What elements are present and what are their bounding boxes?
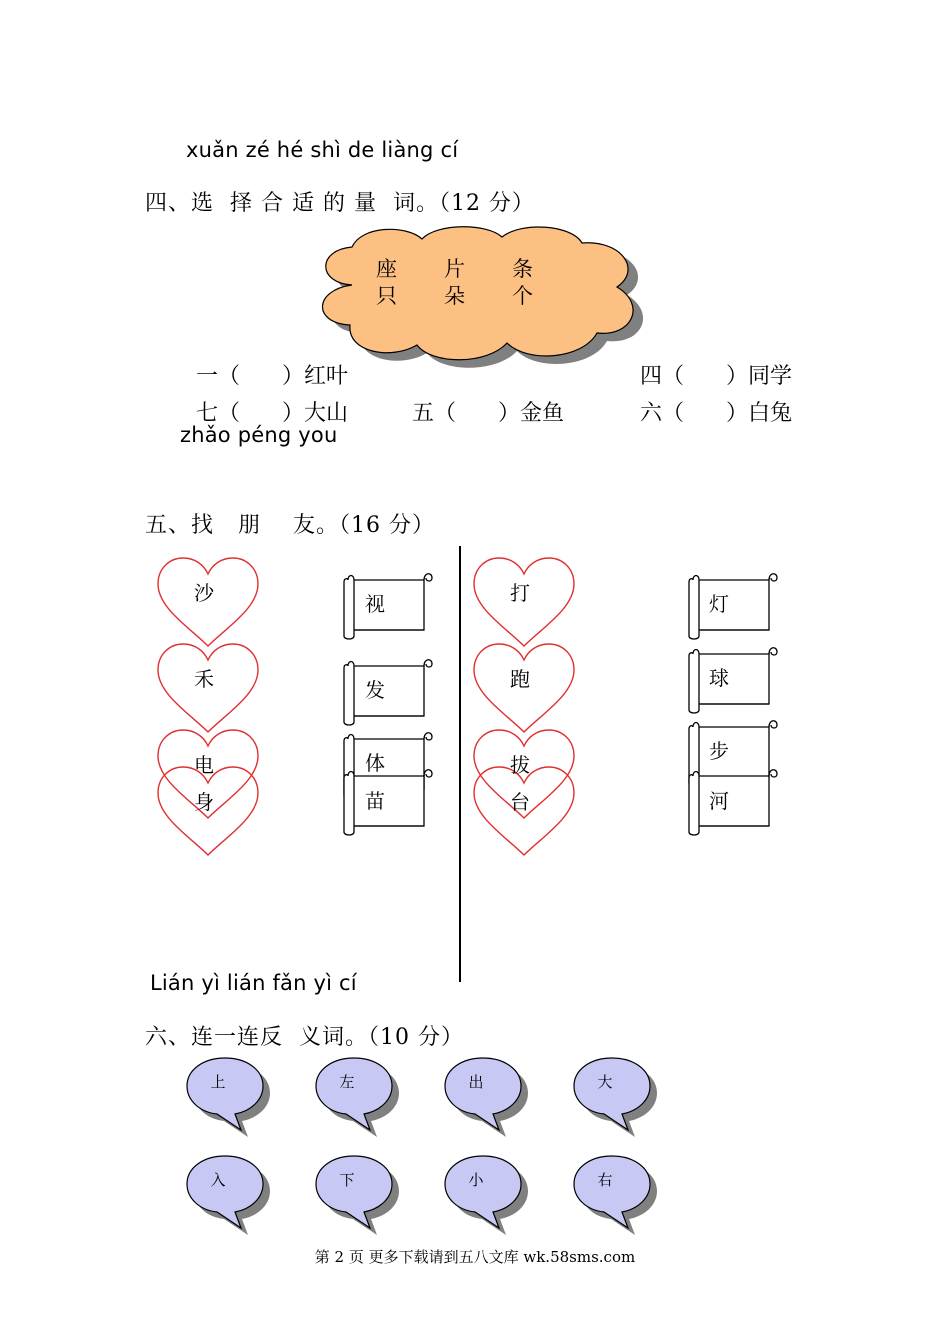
item-1-blank[interactable]: 一（ ） xyxy=(196,364,304,389)
item-5-noun: 白兔 xyxy=(747,401,792,426)
section5-heading: 五、找 朋 友。（16 分） xyxy=(145,513,435,538)
left-scroll-char[interactable]: 苗 xyxy=(365,789,385,813)
left-scroll-char[interactable]: 体 xyxy=(365,751,385,775)
scroll-shape xyxy=(689,574,777,639)
right-scroll-char[interactable]: 灯 xyxy=(709,592,729,616)
word-bank-item: 条 xyxy=(512,257,533,281)
bottom-bubble-char[interactable]: 入 xyxy=(210,1171,226,1189)
word-bank-item: 只 xyxy=(376,284,397,308)
right-heart-char[interactable]: 拔 xyxy=(510,753,530,777)
right-heart-char[interactable]: 打 xyxy=(510,581,530,605)
top-bubble-char[interactable]: 上 xyxy=(210,1073,226,1091)
top-bubble-char[interactable]: 左 xyxy=(339,1073,355,1091)
left-heart-char[interactable]: 禾 xyxy=(194,667,214,691)
left-scroll-char[interactable]: 发 xyxy=(365,678,385,702)
right-scroll-char[interactable]: 球 xyxy=(709,666,729,690)
section4-heading: 四、选 择 合 适 的 量 词。（12 分） xyxy=(145,191,535,216)
scroll-shape xyxy=(344,770,432,835)
left-heart-char[interactable]: 身 xyxy=(194,790,214,814)
word-bank-item: 个 xyxy=(512,284,533,308)
item-4-blank[interactable]: 五（ ） xyxy=(412,401,520,426)
section4-pinyin: xuǎn zé hé shì de liàng cí xyxy=(186,138,459,162)
item-2-blank[interactable]: 四（ ） xyxy=(640,364,748,389)
item-1-noun: 红叶 xyxy=(303,364,348,389)
item-5-blank[interactable]: 六（ ） xyxy=(640,401,748,426)
left-heart-char[interactable]: 沙 xyxy=(194,581,214,605)
right-heart-char[interactable]: 台 xyxy=(510,790,530,814)
left-heart-char[interactable]: 电 xyxy=(194,753,214,777)
bottom-bubble-char[interactable]: 小 xyxy=(468,1171,484,1189)
section6-pinyin: Lián yì lián fǎn yì cí xyxy=(150,971,357,995)
bottom-bubble-char[interactable]: 右 xyxy=(597,1171,613,1189)
item-3-noun: 大山 xyxy=(303,401,348,426)
word-bank-item: 片 xyxy=(444,257,465,281)
bottom-bubble-char[interactable]: 下 xyxy=(339,1171,355,1189)
right-scroll-char[interactable]: 步 xyxy=(709,739,729,763)
top-bubble-char[interactable]: 大 xyxy=(597,1073,613,1091)
top-bubble-char[interactable]: 出 xyxy=(468,1073,484,1091)
item-2-noun: 同学 xyxy=(747,364,792,389)
scroll-shape xyxy=(689,770,777,835)
section6-heading: 六、连一连反 义词。（10 分） xyxy=(145,1025,464,1050)
word-bank-item: 座 xyxy=(376,257,397,281)
scroll-shape xyxy=(344,574,432,639)
item-3-blank[interactable]: 七（ ） xyxy=(196,401,304,426)
scroll-shape xyxy=(689,648,777,713)
scroll-shape xyxy=(344,660,432,725)
item-4-noun: 金鱼 xyxy=(519,401,564,426)
right-scroll-char[interactable]: 河 xyxy=(709,789,729,813)
section5-pinyin: zhǎo péng you xyxy=(180,423,338,447)
right-heart-char[interactable]: 跑 xyxy=(510,667,530,691)
word-bank-item: 朵 xyxy=(444,284,465,308)
left-scroll-char[interactable]: 视 xyxy=(365,592,385,616)
page-footer: 第 2 页 更多下载请到五八文库 wk.58sms.com xyxy=(314,1248,636,1266)
